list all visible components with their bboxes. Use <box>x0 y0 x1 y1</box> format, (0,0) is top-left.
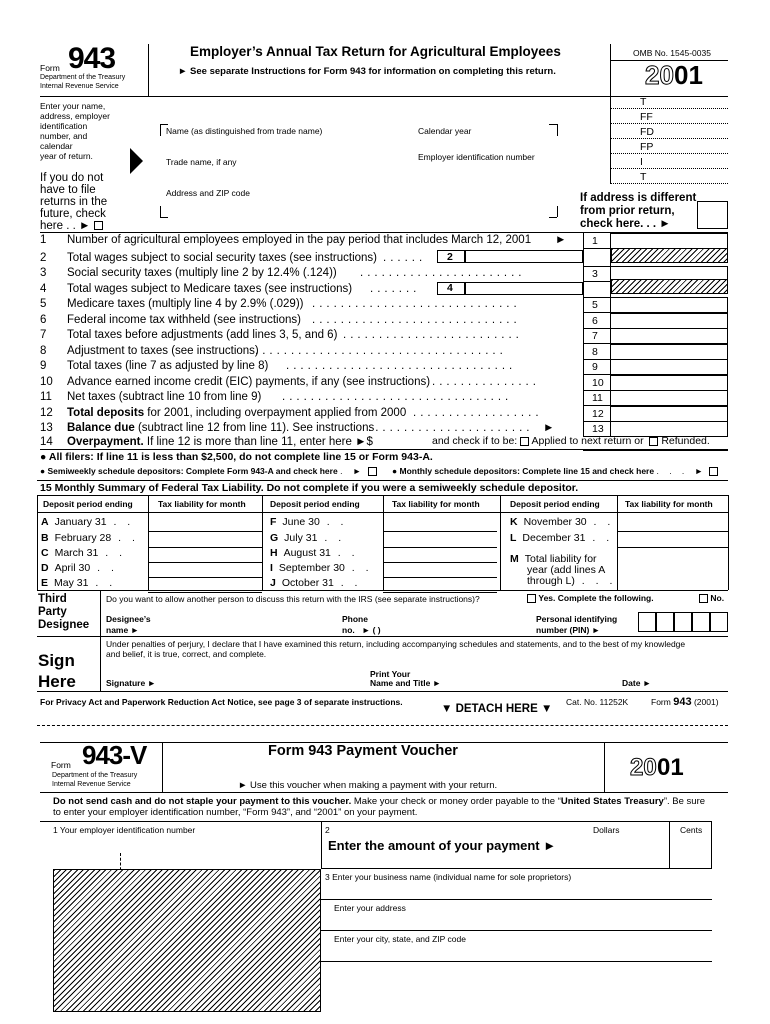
designee-question: Do you want to allow another person to discuss this return with the IRS (see separate instructions)? <box>106 594 480 604</box>
line-text: Total wages subject to social security taxes (see instructions) <box>67 252 377 264</box>
deposit-period: E May 31 . . <box>41 577 117 589</box>
line-text: Balance due (subtract line 12 from line 11). See instructions <box>67 422 375 434</box>
arrow-icon: ► <box>555 234 567 246</box>
pin-digit-box[interactable] <box>710 612 728 632</box>
tax-liability-input[interactable] <box>383 547 497 548</box>
phone-label: Phone <box>342 614 368 624</box>
semiweekly-note: ● Semiweekly schedule depositors: Complete Form 943-A and check here . ► <box>40 466 377 476</box>
arrow-icon: ► <box>543 422 555 434</box>
line-amount-input[interactable] <box>610 344 728 360</box>
line-text: Total taxes (line 7 as adjusted by line 8) <box>67 360 269 372</box>
deposit-period: L December 31 . . <box>510 532 614 544</box>
date-label: Date ► <box>622 678 652 688</box>
pin-label2: number (PIN) ► <box>536 625 601 635</box>
code-4: I <box>640 156 643 168</box>
field2-number: 2 <box>325 825 330 835</box>
tax-liability-input[interactable] <box>383 531 497 532</box>
inner-box-number: 4 <box>447 282 453 294</box>
semiweekly-checkbox[interactable] <box>368 467 377 476</box>
ein-label: Employer identification number <box>418 152 535 162</box>
line-number: 9 <box>40 360 47 372</box>
voucher-warning: Do not send cash and do not staple your payment to this voucher. Make your check or money order payable to the “United States Treasury”. Be sure <box>53 796 706 807</box>
line-amount-input[interactable] <box>610 375 728 391</box>
no-option: No. <box>699 593 724 603</box>
privacy-notice: For Privacy Act and Paperwork Reduction Act Notice, see page 3 of separate instructions. <box>40 697 403 707</box>
voucher-form-word: Form <box>51 760 71 770</box>
deposit-period: J October 31 . . <box>270 577 362 589</box>
line-number: 12 <box>40 407 53 419</box>
address-input-label: Enter your address <box>334 903 406 913</box>
line-number: 10 <box>40 376 53 388</box>
line-number: 13 <box>40 422 53 434</box>
line-box-number: 10 <box>592 377 604 389</box>
designee-label: Designee’s <box>106 614 151 624</box>
tax-liability-input[interactable] <box>383 577 497 578</box>
tax-liability-input[interactable] <box>617 547 728 548</box>
deposit-period: K November 30 . . <box>510 516 615 528</box>
line4-amount-box[interactable] <box>437 282 465 295</box>
deposit-period: D April 30 . . <box>41 562 118 574</box>
code-0: T <box>640 96 647 108</box>
dot-leader: ............................. <box>312 298 521 310</box>
line-number: 14 <box>40 436 53 448</box>
enter-line5: calendar <box>40 141 73 151</box>
year-bold: 01 <box>674 60 703 90</box>
line2-input[interactable] <box>465 250 583 263</box>
line-amount-input[interactable] <box>610 390 728 406</box>
col-tax-2: Tax liability for month <box>392 499 480 509</box>
line-text: Social security taxes (multiply line 2 by 12.4% (.124)) <box>67 267 337 279</box>
line14-check: and check if to be: Applied to next return or Refunded. <box>432 435 710 447</box>
tax-liability-input[interactable] <box>148 577 262 578</box>
line-box-number: 3 <box>592 268 598 280</box>
line-amount-input[interactable] <box>610 328 728 344</box>
pin-digit-box[interactable] <box>674 612 692 632</box>
dot-leader: ................................ <box>286 360 517 372</box>
inner-box-number: 2 <box>447 251 453 263</box>
code-1: FF <box>640 111 653 123</box>
sign-here-heading: Sign Here <box>38 651 76 691</box>
line-box-number: 8 <box>592 346 598 358</box>
voucher-warning-2: to enter your employer identification number, “Form 943”, and “2001” on your payment. <box>53 807 418 818</box>
line-box-number: 5 <box>592 299 598 311</box>
voucher-dept2: Internal Revenue Service <box>52 781 131 788</box>
deposit-period: A January 31 . . <box>41 516 135 528</box>
voucher-year-outline: 20 <box>630 754 657 781</box>
dept-irs: Internal Revenue Service <box>40 83 119 90</box>
perjury-line2: and belief, it is true, correct, and complete. <box>106 649 267 659</box>
hatched-area <box>611 248 728 263</box>
line-amount-input[interactable] <box>610 359 728 375</box>
address-label: Address and ZIP code <box>166 188 250 198</box>
line-amount-input[interactable] <box>610 297 728 313</box>
omb-number: OMB No. 1545-0035 <box>633 48 711 58</box>
cat-number: Cat. No. 11252K <box>566 697 629 707</box>
summary-title: 15 Monthly Summary of Federal Tax Liability. Do not complete if you were a semiweekly schedule depositor. <box>40 482 579 494</box>
line2-amount-box[interactable] <box>437 250 465 263</box>
line-box-number: 11 <box>592 392 603 404</box>
dept-treasury: Department of the Treasury <box>40 74 126 81</box>
line-box-number: 9 <box>592 361 598 373</box>
footer-form: Form 943 (2001) <box>651 696 719 708</box>
line-number: 6 <box>40 314 47 326</box>
name-label: Name (as distinguished from trade name) <box>166 126 323 136</box>
address-different-note: If address is different from prior return, check here. . . ► <box>580 192 697 230</box>
code-2: FD <box>640 126 654 138</box>
business-name-label: 3 Enter your business name (individual name for sole proprietors) <box>325 872 572 882</box>
cents-label: Cents <box>680 825 703 835</box>
line-amount-input[interactable] <box>610 406 728 422</box>
dot-leader: ....................... <box>368 422 534 434</box>
line-number: 7 <box>40 329 47 341</box>
line-number: 5 <box>40 298 47 310</box>
line-text: Overpayment. If line 12 is more than line 11, enter here ►$ <box>67 436 373 448</box>
hatched-area <box>611 279 728 294</box>
trade-name-label: Trade name, if any <box>166 157 237 167</box>
calendar-year-label: Calendar year <box>418 126 472 136</box>
voucher-ein-label: 1 Your employer identification number <box>53 825 196 835</box>
line-number: 4 <box>40 283 47 295</box>
deposit-period: C March 31 . . <box>41 547 127 559</box>
pointer-arrow-icon <box>130 148 143 174</box>
line-box-number: 6 <box>592 315 598 327</box>
dot-leader: ............... <box>432 376 540 388</box>
line-number: 8 <box>40 345 47 357</box>
not-file-checkbox[interactable] <box>94 221 103 230</box>
dot-leader: ...... <box>383 252 427 264</box>
yes-option: Yes. Complete the following. <box>527 593 654 603</box>
col-period-3: Deposit period ending <box>510 499 600 509</box>
line-text: Advance earned income credit (EIC) payments, if any (see instructions) <box>67 376 431 388</box>
detach-here: ▼ DETACH HERE ▼ <box>441 703 553 715</box>
phone-no: no. ► ( ) <box>342 625 381 635</box>
amount-label: Enter the amount of your payment ► <box>328 838 557 853</box>
address-changed-checkbox[interactable] <box>697 201 728 229</box>
form-word: Form <box>40 63 60 73</box>
tax-liability-input[interactable] <box>148 531 262 532</box>
dot-leader: ................................... <box>255 345 507 357</box>
line-text: Total deposits for 2001, including overpayment applied from 2000 <box>67 407 407 419</box>
line-text: Federal income tax withheld (see instructions) <box>67 314 301 326</box>
line-text: Total taxes before adjustments (add lines 3, 5, and 6) <box>67 329 338 341</box>
line-text: Adjustment to taxes (see instructions) <box>67 345 259 357</box>
perjury-line1: Under penalties of perjury, I declare that I have examined this return, including accompanying schedules and statements, and to the best of my knowledge <box>106 639 686 649</box>
year-outline: 20 <box>645 60 674 90</box>
line-box-number: 7 <box>592 330 598 342</box>
col-tax-1: Tax liability for month <box>158 499 246 509</box>
deposit-period: M Total liability for <box>510 553 597 565</box>
tax-liability-input[interactable] <box>148 547 262 548</box>
line-amount-input[interactable] <box>610 233 728 249</box>
tax-liability-input[interactable] <box>148 562 262 563</box>
signature-label: Signature ► <box>106 678 156 688</box>
pin-digit-box[interactable] <box>638 612 656 632</box>
dot-leader: ............................. <box>312 314 521 326</box>
third-party-heading: Third Party Designee <box>38 593 90 631</box>
form-number: 943 <box>68 42 116 75</box>
form-subtitle: ► See separate Instructions for Form 943 for information on completing this return. <box>178 66 556 77</box>
all-filers-note: ● All filers: If line 11 is less than $2,500, do not complete line 15 or Form 943-A. <box>40 451 433 463</box>
no-checkbox[interactable] <box>699 594 708 603</box>
code-3: FP <box>640 141 654 153</box>
tax-liability-input[interactable] <box>383 592 497 593</box>
pin-digit-box[interactable] <box>656 612 674 632</box>
enter-line2: address, employer <box>40 111 110 121</box>
form-title: Employer’s Annual Tax Return for Agricultural Employees <box>190 44 561 59</box>
monthly-note: ● Monthly schedule depositors: Complete line 15 and check here . . . ► <box>392 466 718 476</box>
deposit-period: B February 28 . . <box>41 532 139 544</box>
m-cont2: through L) . . . <box>527 575 617 587</box>
line-box-number: 1 <box>592 235 598 247</box>
code-5: T <box>640 171 647 183</box>
col-tax-3: Tax liability for month <box>625 499 713 509</box>
not-file-note: If you do not have to file returns in the future, check here . . ► <box>40 172 108 232</box>
dot-leader: ....................... <box>360 267 526 279</box>
voucher-subtitle: ► Use this voucher when making a payment with your return. <box>238 780 498 791</box>
line-number: 11 <box>40 391 52 403</box>
city-input-label: Enter your city, state, and ZIP code <box>334 934 466 944</box>
line-box-number: 12 <box>592 408 604 420</box>
designee-name: name ► <box>106 625 139 635</box>
enter-line3: identification <box>40 121 88 131</box>
col-period-2: Deposit period ending <box>270 499 360 509</box>
tax-liability-input[interactable] <box>617 531 728 532</box>
dot-leader: ......................... <box>343 329 523 341</box>
tax-liability-input[interactable] <box>148 592 262 593</box>
dot-leader: .................. <box>413 407 543 419</box>
enter-line4: number, and <box>40 131 88 141</box>
voucher-title: Form 943 Payment Voucher <box>268 743 458 759</box>
dot-leader: ....... <box>370 283 421 295</box>
pin-label1: Personal identifying <box>536 614 618 624</box>
line-text: Number of agricultural employees employed in the pay period that includes March 12, 2001 <box>67 234 532 246</box>
m-cont1: year (add lines A <box>527 564 606 576</box>
enter-line6: year of return. <box>40 151 93 161</box>
tax-liability-input[interactable] <box>383 562 497 563</box>
deposit-period: I September 30 . . <box>270 562 373 574</box>
dot-leader: ................................ <box>282 391 513 403</box>
voucher-hatched-area <box>53 869 321 1012</box>
line-number: 3 <box>40 267 47 279</box>
refunded-checkbox[interactable] <box>649 437 658 446</box>
voucher-form-number: 943-V <box>82 740 147 770</box>
line-number: 2 <box>40 252 47 264</box>
dollars-label: Dollars <box>593 825 620 835</box>
line-amount-input[interactable] <box>610 313 728 329</box>
line4-input[interactable] <box>465 282 583 295</box>
line-number: 1 <box>40 234 47 246</box>
deposit-period: G July 31 . . <box>270 532 346 544</box>
line-box-number: 13 <box>592 423 604 435</box>
line-text: Medicare taxes (multiply line 4 by 2.9% (.029)) <box>67 298 304 310</box>
pin-digit-box[interactable] <box>692 612 710 632</box>
print-name-1: Print Your <box>370 669 411 679</box>
line-text: Net taxes (subtract line 10 from line 9) <box>67 391 262 403</box>
yes-checkbox[interactable] <box>527 594 536 603</box>
voucher-year-bold: 01 <box>657 754 684 781</box>
deposit-period: F June 30 . . <box>270 516 348 528</box>
applied-checkbox[interactable] <box>520 437 529 446</box>
line-text: Total wages subject to Medicare taxes (see instructions) <box>67 283 353 295</box>
voucher-dept1: Department of the Treasury <box>52 772 138 779</box>
print-name-2: Name and Title ► <box>370 678 442 688</box>
monthly-checkbox[interactable] <box>709 467 718 476</box>
enter-line1: Enter your name, <box>40 101 106 111</box>
deposit-period: H August 31 . . <box>270 547 359 559</box>
col-period-1: Deposit period ending <box>43 499 133 509</box>
